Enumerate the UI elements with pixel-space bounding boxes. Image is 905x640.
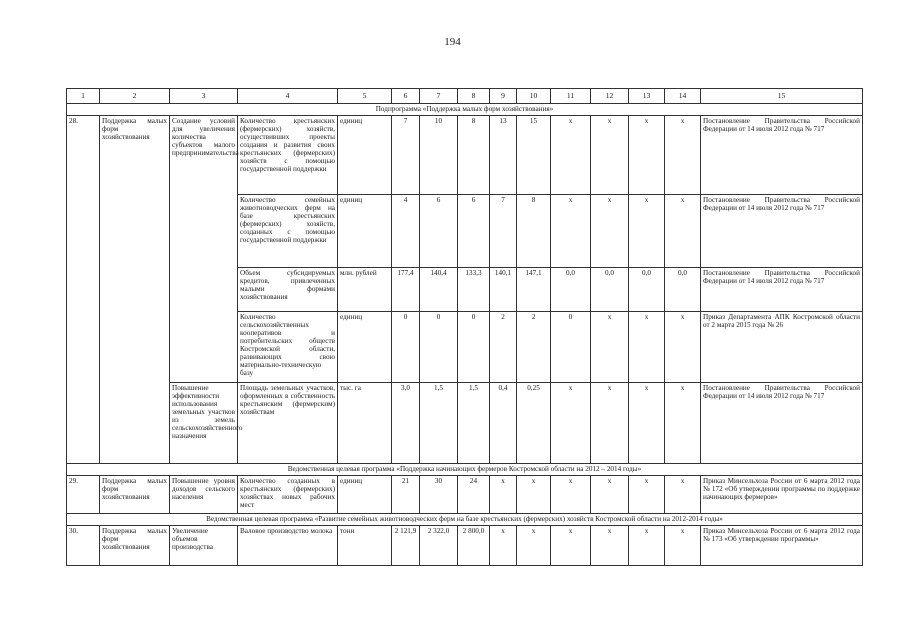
objective-cell: Поддержка малых форм хозяйствования [100, 116, 170, 464]
value-cell: 140,4 [420, 268, 458, 312]
header-cell: 2 [100, 89, 170, 104]
header-cell: 10 [517, 89, 551, 104]
section-title: Ведомственная целевая программа «Развитие семейных животноводческих ферм на базе крестьянских (фермерских) хозяйств Костромской области на 2012-2014 годы» [67, 514, 863, 526]
section-title: Ведомственная целевая программа «Поддержка начинающих фермеров Костромской области на 2012 – 2014 годы» [67, 464, 863, 476]
value-cell: 177,4 [392, 268, 420, 312]
objective-cell: Поддержка малых форм хозяйствования [100, 476, 170, 514]
unit-cell: млн. рублей [338, 268, 392, 312]
value-cell: 4 [392, 195, 420, 268]
value-cell: 3,0 [392, 383, 420, 464]
value-cell: 0,25 [517, 383, 551, 464]
page-number: 194 [444, 36, 461, 48]
value-cell: 30 [420, 476, 458, 514]
value-cell: х [665, 195, 701, 268]
value-cell: х [591, 526, 629, 566]
source-cell: Приказ Департамента АПК Костромской области от 2 марта 2015 года № 26 [701, 312, 863, 383]
header-cell: 9 [490, 89, 517, 104]
page-bottom-margin [60, 572, 870, 640]
header-cell: 1 [67, 89, 100, 104]
value-cell: х [665, 476, 701, 514]
value-cell: х [629, 312, 665, 383]
value-cell: 2 121,9 [392, 526, 420, 566]
section-row [67, 104, 863, 116]
value-cell: х [629, 476, 665, 514]
value-cell: 0 [458, 312, 490, 383]
value-cell: 10 [420, 116, 458, 195]
header-cell: 5 [338, 89, 392, 104]
source-cell: Постановление Правительства Российской Федерации от 14 июля 2012 года № 717 [701, 116, 863, 195]
value-cell: 140,1 [490, 268, 517, 312]
value-cell: х [551, 476, 591, 514]
header-cell: 7 [420, 89, 458, 104]
value-cell: 24 [458, 476, 490, 514]
value-cell: х [629, 383, 665, 464]
value-cell: х [517, 526, 551, 566]
value-cell: 2 800,0 [458, 526, 490, 566]
task-cell: Создание условий для увеличения количества субъектов малого предпринимательства [170, 116, 238, 383]
value-cell: х [665, 526, 701, 566]
source-cell: Приказ Минсельхоза России от 6 марта 2012 года № 172 «Об утверждении программы по поддержке начинающих фермеров» [701, 476, 863, 514]
section-title: Подпрограмма «Поддержка малых форм хозяйствования» [67, 104, 863, 116]
source-cell: Постановление Правительства Российской Федерации от 14 июля 2012 года № 717 [701, 268, 863, 312]
value-cell: 7 [392, 116, 420, 195]
value-cell: 7 [490, 195, 517, 268]
value-cell: х [629, 195, 665, 268]
value-cell: 2 [517, 312, 551, 383]
value-cell: х [665, 312, 701, 383]
value-cell: 0,0 [591, 268, 629, 312]
unit-cell: единиц [338, 312, 392, 383]
row-number: 30. [67, 526, 100, 566]
source-cell: Приказ Минсельхоза России от 6 марта 2012 года № 173 «Об утверждении программы» [701, 526, 863, 566]
value-cell: 8 [517, 195, 551, 268]
source-cell: Постановление Правительства Российской Федерации от 14 июля 2012 года № 717 [701, 195, 863, 268]
value-cell: 21 [392, 476, 420, 514]
value-cell: х [490, 476, 517, 514]
value-cell: х [591, 312, 629, 383]
header-cell: 12 [591, 89, 629, 104]
value-cell: х [490, 526, 517, 566]
value-cell: х [629, 526, 665, 566]
value-cell: х [665, 116, 701, 195]
header-cell: 8 [458, 89, 490, 104]
indicator-cell: Количество крестьянских (фермерских) хозяйств, осуществивших проекты создания и развития своих крестьянских (фермерских) хозяйств с помощью государственной поддержки [238, 116, 338, 195]
value-cell: х [551, 116, 591, 195]
header-cell: 15 [701, 89, 863, 104]
value-cell: 2 [490, 312, 517, 383]
header-cell: 3 [170, 89, 238, 104]
table-row [67, 526, 863, 566]
source-cell: Постановление Правительства Российской Федерации от 14 июля 2012 года № 717 [701, 383, 863, 464]
value-cell: х [551, 526, 591, 566]
table-row [67, 476, 863, 514]
value-cell: х [591, 195, 629, 268]
header-cell: 11 [551, 89, 591, 104]
value-cell: 15 [517, 116, 551, 195]
value-cell: х [551, 383, 591, 464]
header-cell: 14 [665, 89, 701, 104]
value-cell: 0 [392, 312, 420, 383]
task-cell: Повышение уровня доходов сельского населения [170, 476, 238, 514]
value-cell: 6 [458, 195, 490, 268]
objective-cell: Поддержка малых форм хозяйствования [100, 526, 170, 566]
value-cell: х [629, 116, 665, 195]
value-cell: х [665, 383, 701, 464]
unit-cell: единиц [338, 116, 392, 195]
section-row [67, 464, 863, 476]
value-cell: х [591, 116, 629, 195]
value-cell: 0,0 [551, 268, 591, 312]
value-cell: 2 322,0 [420, 526, 458, 566]
indicator-cell: Количество сельскохозяйственных кооперативов и потребительских обществ Костромской области, развивающих свою материально-техническую базу [238, 312, 338, 383]
value-cell: 13 [490, 116, 517, 195]
unit-cell: единиц [338, 195, 392, 268]
row-number: 28. [67, 116, 100, 464]
value-cell: 0,0 [665, 268, 701, 312]
indicator-cell: Площадь земельных участков, оформленных в собственность крестьянским (фермерским) хозяйствам [238, 383, 338, 464]
value-cell: х [591, 476, 629, 514]
header-cell: 4 [238, 89, 338, 104]
header-cell: 6 [392, 89, 420, 104]
unit-cell: тонн [338, 526, 392, 566]
value-cell: 0 [420, 312, 458, 383]
table-row [67, 383, 863, 464]
value-cell: 0,4 [490, 383, 517, 464]
value-cell: 6 [420, 195, 458, 268]
row-number: 29. [67, 476, 100, 514]
indicator-cell: Количество семейных животноводческих ферм на базе крестьянских (фермерских) хозяйств, созданных с помощью государственной поддержки [238, 195, 338, 268]
value-cell: 147,1 [517, 268, 551, 312]
value-cell: 1,5 [458, 383, 490, 464]
header-cell: 13 [629, 89, 665, 104]
indicator-table [66, 88, 863, 566]
value-cell: 133,3 [458, 268, 490, 312]
section-row [67, 514, 863, 526]
value-cell: х [591, 383, 629, 464]
value-cell: 0,0 [629, 268, 665, 312]
unit-cell: единиц [338, 476, 392, 514]
task-cell: Повышение эффективности использования земельных участков из земель сельскохозяйственного назначения [170, 383, 238, 464]
header-row [67, 89, 863, 104]
task-cell: Увеличение объемов производства [170, 526, 238, 566]
indicator-cell: Валовое производство молока [238, 526, 338, 566]
table-row [67, 116, 863, 195]
value-cell: 0 [551, 312, 591, 383]
value-cell: 8 [458, 116, 490, 195]
indicator-cell: Объем субсидируемых кредитов, привлеченных малыми формами хозяйствования [238, 268, 338, 312]
value-cell: х [551, 195, 591, 268]
unit-cell: тыс. га [338, 383, 392, 464]
value-cell: 1,5 [420, 383, 458, 464]
value-cell: х [517, 476, 551, 514]
indicator-cell: Количество созданных в крестьянских (фермерских) хозяйствах новых рабочих мест [238, 476, 338, 514]
